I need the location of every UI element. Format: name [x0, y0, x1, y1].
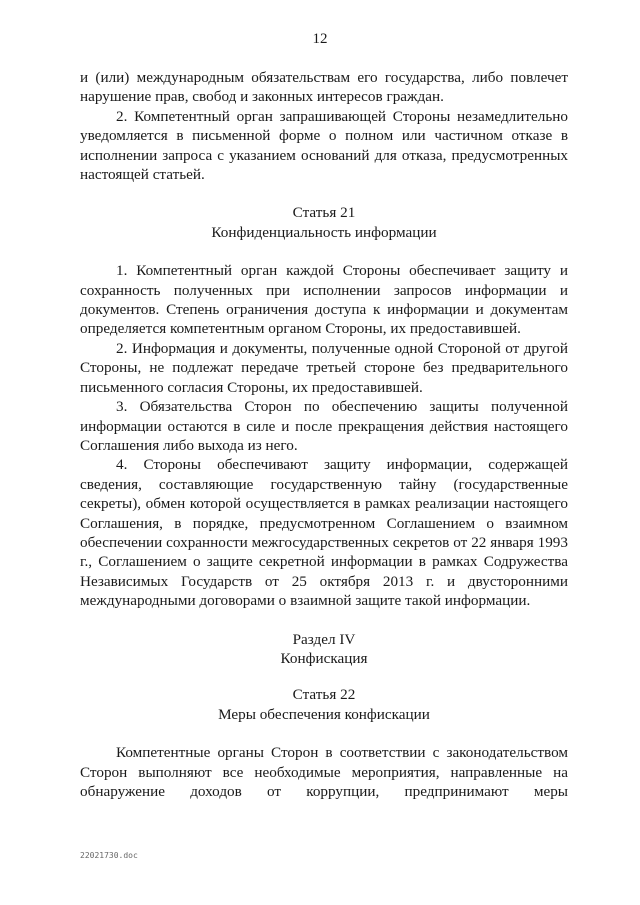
section-4-title: Раздел IV — [292, 630, 356, 648]
paragraph: 3. Обязательства Сторон по обеспечению защиты полученной информации остаются в силе и после прекращения действия настоящего Соглашения либо выхода из него. — [80, 398, 568, 454]
document-body — [80, 68, 568, 801]
paragraph: 4. Стороны обеспечивают защиту информации, содержащей сведения, составляющие государственную тайну (государственные секреты), обмен которой осуществляется в рамках реализации настоящего Соглашения, в порядке, предусмотренном Соглашением о взаимном обеспечении сохранности межгосударственных секретов от 22 января 1993 г., Соглашением о защите секретной информации в рамках Содружества Независимых Государств от 25 октября 2013 г. и двусторонними международными договорами о взаимной защите такой информации. — [80, 456, 568, 610]
file-name-footer: 22021730.doc — [80, 851, 138, 860]
paragraph: и (или) международным обязательствам его государства, либо повлечет нарушение прав, свобод и законных интересов граждан. — [80, 69, 568, 106]
article-21-title: Статья 21 — [292, 204, 356, 222]
section-4-subtitle: Конфискация — [280, 649, 368, 667]
paragraph: 1. Компетентный орган каждой Стороны обеспечивает защиту и сохранность полученных при исполнении запросов информации и документов. Степень ограничения доступа к информации и документам определяется компетентным органом Стороны, их предоставившей. — [80, 262, 568, 338]
article-22-subtitle: Меры обеспечения конфискации — [218, 705, 430, 723]
paragraph: 2. Информация и документы, полученные одной Стороной от другой Стороны, не подлежат передаче третьей стороне без предварительного письменного согласия Стороны, их предоставившей. — [80, 339, 568, 396]
paragraph: Компетентные органы Сторон в соответствии с законодательством Сторон выполняют все необходимые мероприятия, направленные на обнаружение доходов от коррупции, предпринимают меры — [80, 744, 568, 800]
article-22-title: Статья 22 — [292, 686, 356, 704]
page-number: 12 — [312, 31, 328, 47]
article-21-subtitle: Конфиденциальность информации — [211, 223, 437, 241]
paragraph: 2. Компетентный орган запрашивающей Стороны незамедлительно уведомляется в письменной форме о полном или частичном отказе в исполнении запроса с указанием оснований для отказа, предусмотренных настоящей статьей. — [80, 107, 568, 184]
